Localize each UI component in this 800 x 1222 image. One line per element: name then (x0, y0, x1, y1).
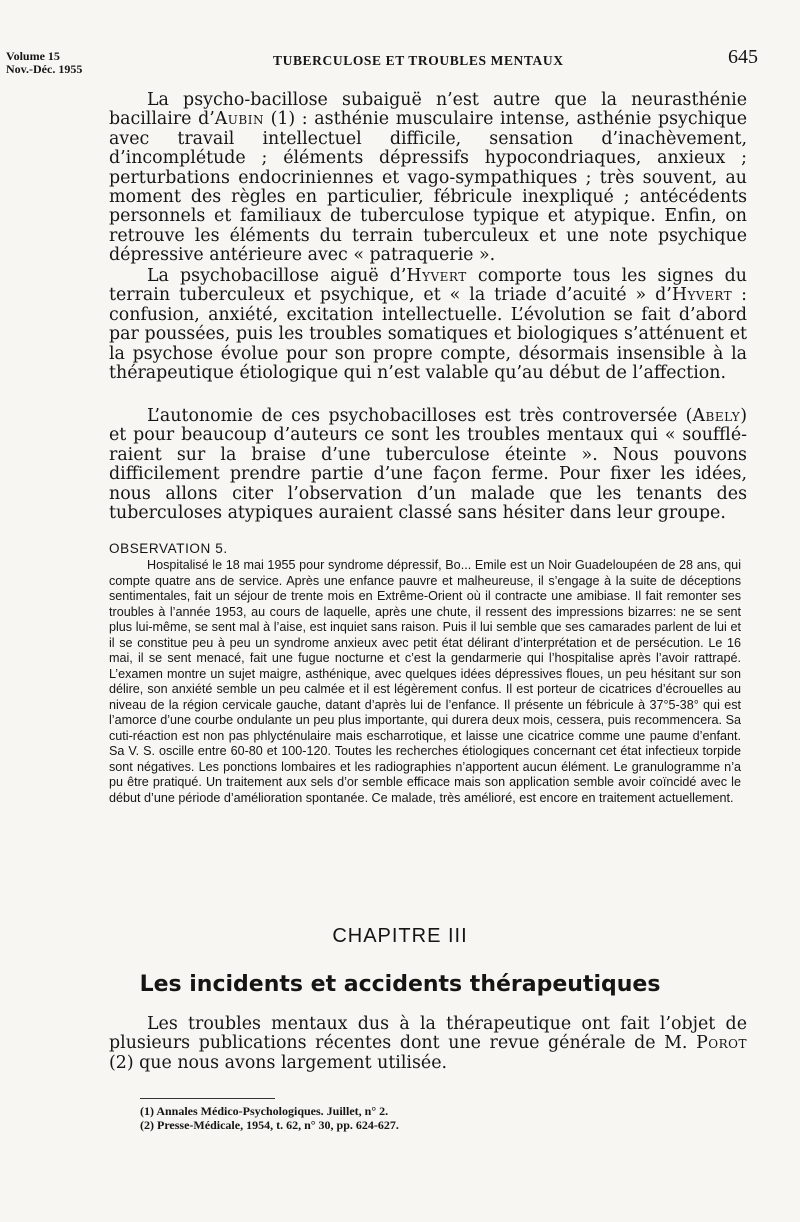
footnotes (140, 1104, 700, 1132)
observation-text: Hospitalisé le 18 mai 1955 pour syndrome dépressif, Bo... Emile est un Noir Guadeloupéen de 28 ans, qui compte quatre ans de service. Après une enfance pauvre et malheureuse, il s’engage à la suite de déceptions sentimentales, fait un séjour de trente mois en Extrême-Orient où il contracte une amibiase. Il fait remonter ses troubles à l’année 1953, au cours de laquelle, après une chute, il ressent des impressions bizarres: ne se sent plus lui-même, se sent mal à l’aise, est inquiet sans raison. Puis il lui semble que ses camarades parlent de lui et il se constitue peu à peu un syndrome anxieux avec petit état délirant d’interprétation et de persécution. Le 16 mai, il se sent menacé, fait une fugue nocturne et c’est la gendarmerie qui l’hospitalise après l’avoir rattrapé. L’examen montre un sujet maigre, asthénique, avec quelques idées dépressives floues, un peu hésitant sur son délire, son anxiété semble un peu calmée et il est légèrement confus. Il est porteur de cicatrices d’écrouelles au niveau de la région cervicale gauche, datant d’après lui de l’enfance. Il présente un fébricule à 37°5-38° qui est l’amorce d’une courbe ondulante un peu plus importante, qui durera deux mois, cessera, puis recommencera. Sa cuti-réaction est non pas phlycténulaire mais escharrotique, et laisse une cicatrice comme une paume d’enfant. Sa V. S. oscille entre 60-80 et 100-120. Toutes les recherches étiologiques concernant cet état infectieux torpide sont négatives. Les ponctions lombaires et les radiographies n’apportent aucun élément. Le granulogramme n’a pu être pratiqué. Un traitement aux sels d’or semble efficace mais son application semble avoir coïncidé avec le début d’une période d’amélioration spontanée. Ce malade, très amélioré, est encore en traitement actuellement. (109, 558, 741, 805)
text-run: (2) que nous avons largement utilisée. (109, 1052, 448, 1073)
chapter-label: CHAPITRE III (332, 925, 468, 947)
paragraph-troubles-therapeutique (109, 1015, 747, 1073)
text-run: (1) : asthénie musculaire intense, asthénie psychique avec travail intellectuel difficile, sensation d’inachèvement, d’incomplétude ; éléments dépressifs hypocondriaques, anxieux ; perturbations endocriniennes et vago-sympathiques ; très souvent, au moment des règles en particulier, fébricule inexpliqué ; antécédents personnels et familiaux de tuberculose typique et atypique. Enfin, on retrouve les éléments du terrain tuberculeux et une note psychique dépressive antérieure avec « patraquerie ». (109, 109, 747, 266)
text-run: : confusion, anxiété, excitation intellectuelle. L’évolution se fait d’abord par poussées, puis les troubles somatiques et biologiques s’atténuent et la psychose évolue pour son propre compte, désormais insensible à la thérapeutique étiologique qui n’est valable qu’au début de l’affection. (109, 285, 747, 384)
running-title: TUBERCULOSE ET TROUBLES MENTAUX (273, 53, 564, 68)
text-run: comporte tous les signes du terrain tuberculeux et psychique, et « la triade d’acuité » d’ (109, 266, 747, 306)
volume-label: Volume 15 (6, 49, 60, 63)
paragraph-autonomie (109, 407, 747, 523)
text-run: La psychobacillose aiguë d’ (147, 266, 407, 286)
text-run: L’autonomie de ces psychobacilloses est très controversée ( (147, 406, 693, 426)
footnote-divider (140, 1098, 275, 1099)
volume-info (6, 50, 82, 76)
author-name: Hyvert (671, 285, 733, 306)
author-name: Aubin (214, 109, 264, 130)
observation-title: OBSERVATION 5. (109, 541, 228, 556)
paragraph-psycho-bacillose-subaigue (109, 91, 747, 266)
chapter-title: Les incidents et accidents thérapeutiques (139, 972, 661, 997)
footnote-1: (1) Annales Médico-Psychologiques. Juillet, n° 2. (140, 1104, 389, 1118)
text-run: ) et pour beaucoup d’auteurs ce sont les troubles mentaux qui « soufflé-raient sur la braise d’une tuberculose éteinte ». Nous pouvons difficilement prendre partie d’une façon ferme. Pour fixer les idées, nous allons citer l’observation d’un malade que les tenants des tuberculoses atypiques auraient classé sans hésiter dans leur groupe. (109, 406, 747, 524)
author-name: Porot (696, 1033, 747, 1054)
page-number: 645 (728, 46, 758, 68)
text-run: La psycho-bacillose subaiguë n’est autre que la neurasthénie bacillaire d’ (109, 90, 747, 130)
footnote-2: (2) Presse-Médicale, 1954, t. 62, n° 30, pp. 624-627. (140, 1118, 399, 1132)
issue-label: Nov.-Déc. 1955 (6, 62, 83, 76)
paragraph-psychobacillose-aigue (109, 267, 747, 383)
author-name: Hyvert (406, 266, 467, 286)
author-name: Abely (692, 406, 741, 426)
text-run: Les troubles mentaux dus à la thérapeutique ont fait l’objet de plusieurs publications récentes dont une revue générale de M. (109, 1014, 747, 1054)
